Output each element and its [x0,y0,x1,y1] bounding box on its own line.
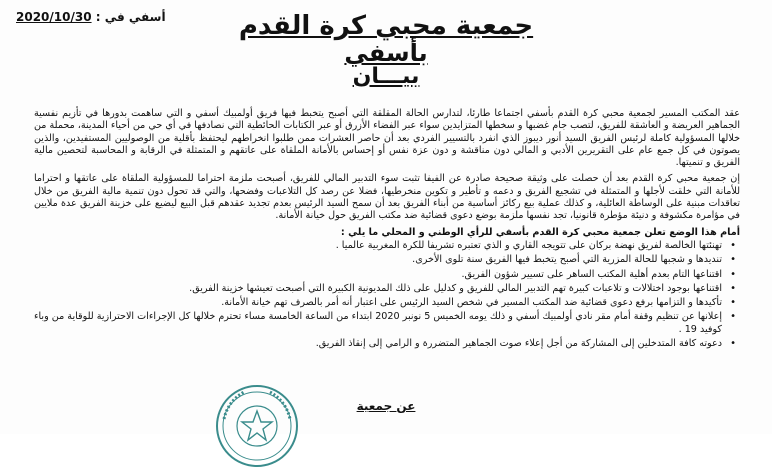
bullets-lead: أمام هذا الوضع تعلن جمعية محبي كرة القدم بأسفي للرأي الوطني و المحلي ما يلي : [340,226,740,238]
list-item: • دعوته كافة المتدخلين إلى المشاركة من أجل إعلاء صوت الجماهير المتضررة و الرامي إلى إنقاذ الفريق. [34,338,722,350]
demands-list [34,240,740,350]
city-title: بأسفي [344,39,428,67]
date-label: أسفي في : [95,10,166,24]
paragraph: إن جمعية محبي كرة القدم بعد أن حصلت على وثيقة صحيحة صادرة عن الفيفا تثبت سوء التدبير المالي للفريق، أصبحت ملزمة احتراما للمسؤولية الملقاة على عاتقها و احتراما للأمانة التي خلقت لأجلها و المتمثلة في تشجيع الفريق و دعمه و تأطير و تكوين منخرطيها، فضلا عن رصد كل التلاعبات وفضحها، والتي قد تحول دون تنمية مالية الفريق من خلال تعاقدات مبنية على الوساطة العائلية، و كذلك عملية بيع ركائز أساسية من أبناء الفريق بعد أن سمح السيد الرئيس بعدم تجديد عقدهم قبل البيع ليضيع على خزينة الفريق عدة ملايين في مؤامرة مكشوفة و دنيئة مؤطرة قانونيا، تجد نفسها ملزمة بوضع دعوى قضائية ضد مكتب الفريق حول خيانة الأمانة. [34,173,740,222]
list-item: • تهنئتها الخالصة لفريق نهضة بركان على تتويجه القاري و الذي تعتبره تشريفا للكرة المغربية عالميا . [34,240,722,252]
statement-body [34,108,740,352]
signature-line: عن جمعية [356,399,416,413]
list-item: • اقتناعها بوجود اختلالات و تلاعبات كبيرة تهم التدبير المالي للفريق و كدليل على ذلك المديونية الكبيرة التي أصبحت تعيشها خزينة الفريق. [34,283,722,295]
org-title: جمعية محبي كرة القدم [238,11,534,41]
date-value: 2020/10/30 [16,10,92,24]
list-item: • تنديدها و شجبها للحالة المزرية التي أصبح يتخبط فيها الفريق سنة تلوى الأخرى. [34,254,722,266]
list-item: • تأكيدها و التزامها برفع دعوى قضائية ضد المكتب المسير في شخص السيد الرئيس على اعتبار أنه أمر بالصرف تهم خيانة الأمانة. [34,297,722,309]
star-seal-icon [214,383,300,469]
list-item: • إعلانها عن تنظيم وقفة أمام مقر نادي أولمبيك أسفي و ذلك يومه الخميس 5 نونبر 2020 ابتداء من الساعة الخامسة مساء تحترم خلالها كل الإجراءات الاحترازية للوقاية من وباء كوفيد 19 . [34,311,722,336]
paragraph: عقد المكتب المسير لجمعية محبي كرة القدم بأسفي اجتماعا طارئا، لتدارس الحالة المقلقة التي أصبح يتخبط فيها فريق أولمبيك أسفي و التي ساهمت بدورها في تأزيم نفسية الجماهير العريضة و العاشقة للفريق، لتصب جام غضبها و سخطها المتزايدين سواء عبر الفضاء الأزرق أو عبر الكتابات الحائطية التي نصادفها في أي حي من أحياء المدينة، محملة من خلالها المسؤولية كاملة لرئيس الفريق السيد أنور ديبوز الذي انفرد بالتسيير الفردي بعد أن حاصر العشرات ممن طلبوا انخراطهم ليحتفظ بأقلية من الوصوليين المستفيدين، والذين يصوتون في كل جمع عام على التقريرين الأدبي و المالي دون مناقشة و دون عزة نفس أو إحساس بالأمانة الملقاة على عاتقهم و المتمثلة في الرقابة و المحاسبة لتحصين مالية الفريق و تنميتها. [34,108,740,169]
document-type-title: بيـــان [352,64,420,89]
list-item: • اقتناعها التام بعدم أهلية المكتب الساهر على تسيير شؤون الفريق. [34,269,722,281]
